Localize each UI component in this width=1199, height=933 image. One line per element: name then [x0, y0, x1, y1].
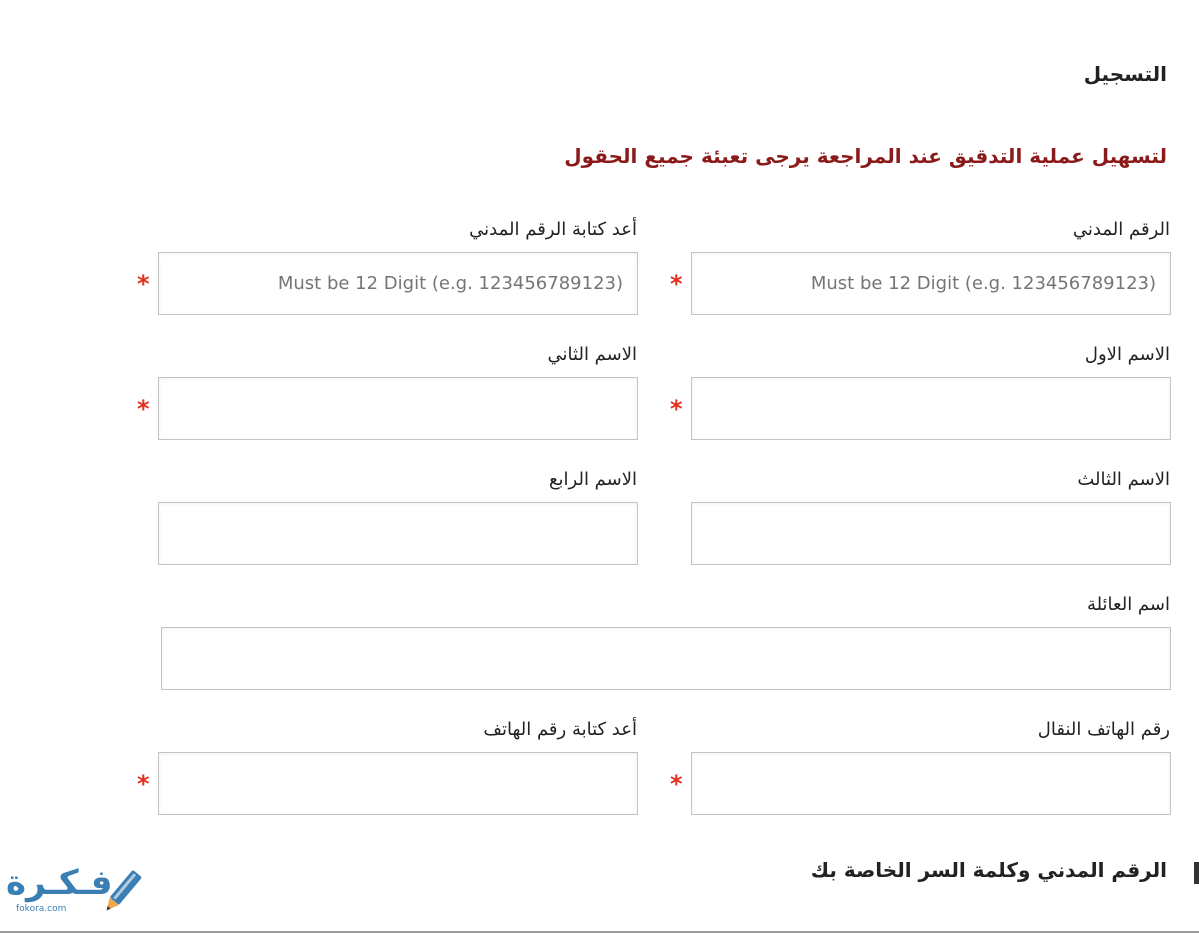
first-name-label: الاسم الاول: [1084, 344, 1170, 365]
family-name-label: اسم العائلة: [1086, 594, 1170, 615]
third-name-label: الاسم الثالث: [1077, 469, 1170, 490]
fourth-name-label: الاسم الرابع: [548, 469, 637, 490]
watermark-logo: [6, 862, 148, 920]
mobile-input[interactable]: [691, 752, 1171, 815]
second-name-required-mark: *: [137, 395, 150, 423]
civil-id-input[interactable]: [691, 252, 1171, 315]
civil-id-label: الرقم المدني: [1072, 219, 1170, 240]
page-title: التسجيل: [1083, 62, 1167, 86]
credentials-section-title: الرقم المدني وكلمة السر الخاصة بك: [810, 858, 1167, 882]
civil-id-confirm-required-mark: *: [137, 270, 150, 298]
form-notice: لتسهيل عملية التدقيق عند المراجعة يرجى تعبئة جميع الحقول: [564, 144, 1167, 168]
mobile-confirm-input[interactable]: [158, 752, 638, 815]
third-name-input[interactable]: [691, 502, 1171, 565]
mobile-required-mark: *: [670, 770, 683, 798]
civil-id-confirm-label: أعد كتابة الرقم المدني: [469, 219, 637, 240]
mobile-confirm-label: أعد كتابة رقم الهاتف: [483, 719, 637, 740]
first-name-input[interactable]: [691, 377, 1171, 440]
fourth-name-input[interactable]: [158, 502, 638, 565]
watermark-text: فـكـرة: [6, 863, 113, 903]
mobile-confirm-required-mark: *: [137, 770, 150, 798]
first-name-required-mark: *: [670, 395, 683, 423]
right-edge-marker: [1194, 862, 1199, 884]
second-name-input[interactable]: [158, 377, 638, 440]
watermark-domain: fokora.com: [16, 904, 67, 914]
mobile-label: رقم الهاتف النقال: [1037, 719, 1170, 740]
civil-id-required-mark: *: [670, 270, 683, 298]
pencil-icon: [98, 866, 146, 918]
family-name-input[interactable]: [161, 627, 1171, 690]
civil-id-confirm-input[interactable]: [158, 252, 638, 315]
second-name-label: الاسم الثاني: [547, 344, 637, 365]
